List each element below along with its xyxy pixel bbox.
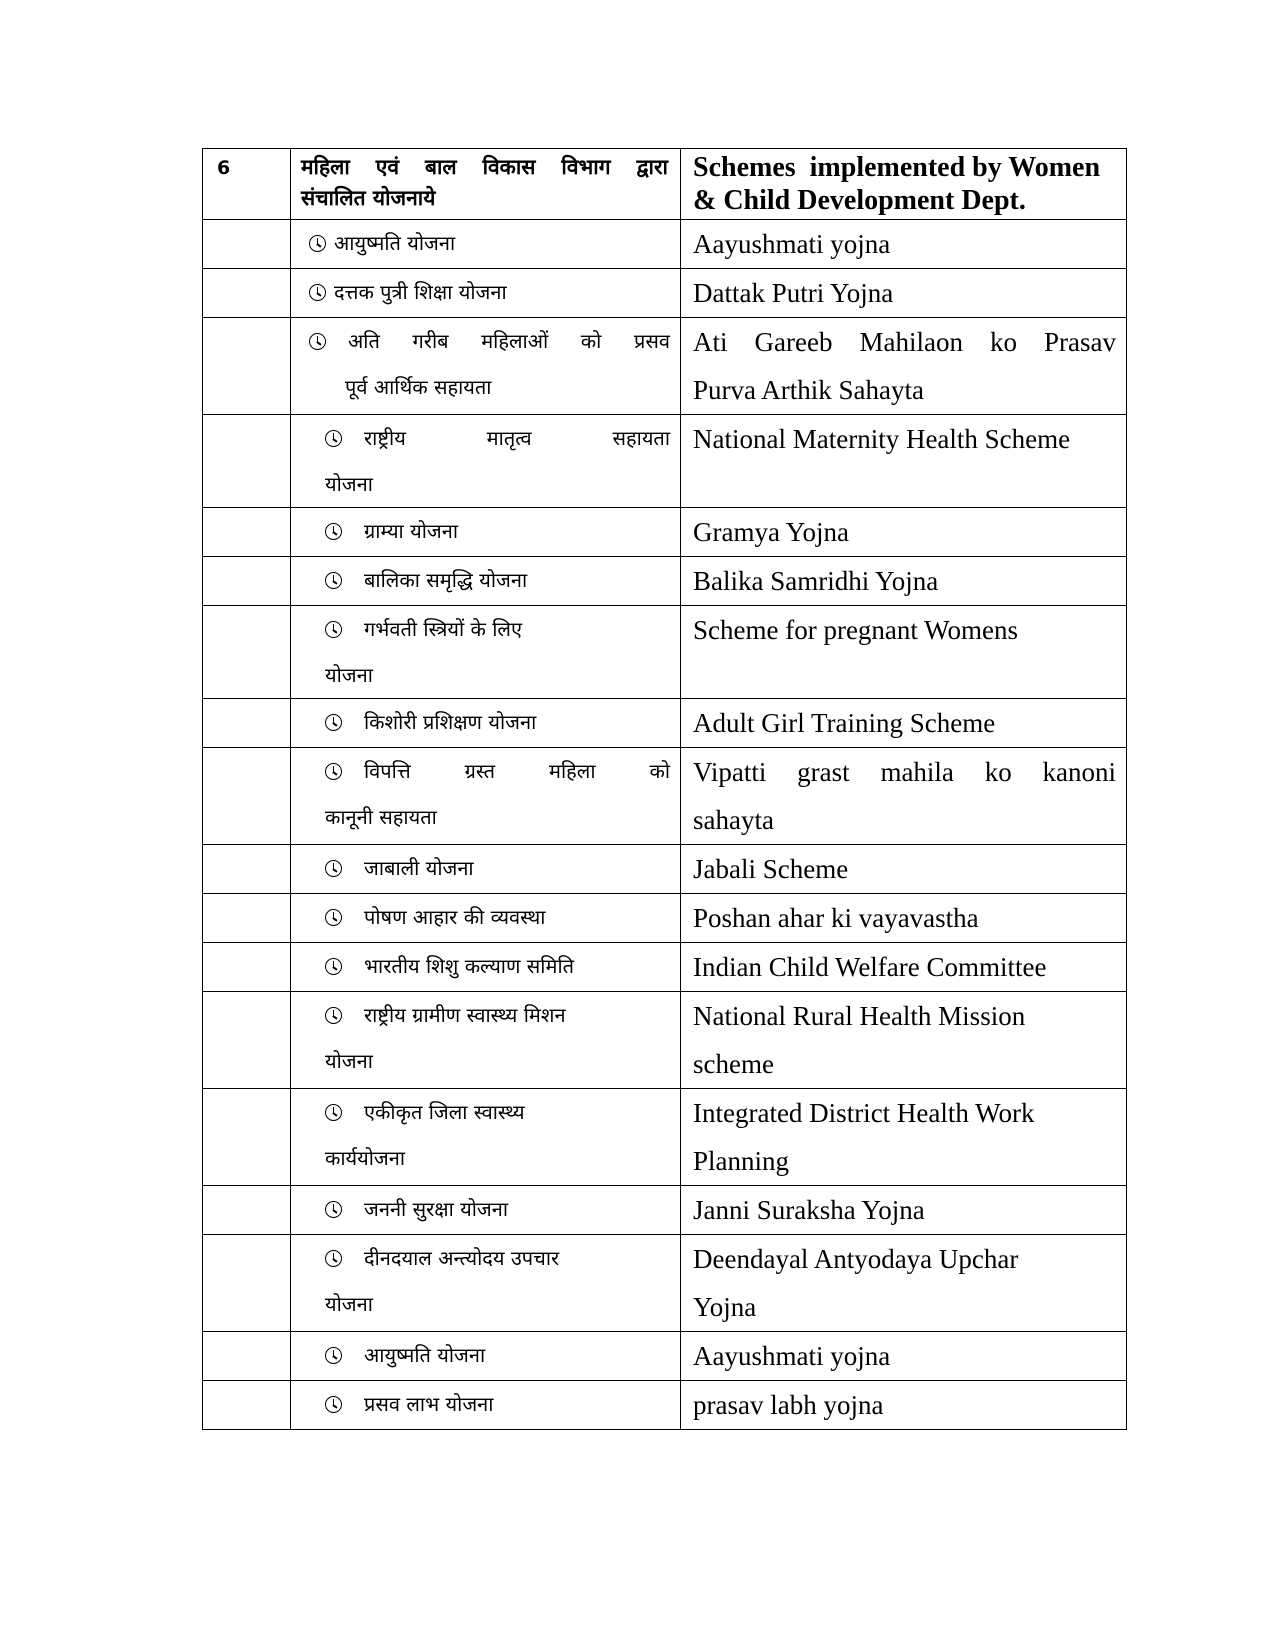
serial-number: 6 [217,157,231,179]
hindi-scheme-name: दीनदयाल अन्त्योदय उपचार [364,1246,560,1270]
english-heading [681,149,1126,219]
hindi-scheme-name-cont: कार्ययोजना [325,1146,406,1170]
serial-cell [203,1235,291,1332]
english-scheme-cell [681,1089,1127,1186]
table-row [203,318,1127,415]
english-scheme-name: Jabali Scheme [693,854,849,884]
serial-cell [203,318,291,415]
serial-cell [203,1089,291,1186]
hindi-scheme-name-cont: योजना [325,1292,373,1316]
english-scheme-name: Balika Samridhi Yojna [693,566,939,596]
english-scheme-cell [681,508,1127,557]
hindi-scheme-name: भारतीय शिशु कल्याण समिति [364,954,575,978]
table-row [203,1089,1127,1186]
table-row [203,943,1127,992]
serial-cell [203,606,291,699]
serial-cell [203,748,291,845]
english-scheme-cell [681,699,1127,748]
hindi-scheme-cell [291,943,681,992]
table-row [203,992,1127,1089]
hindi-scheme-name-cont: कानूनी सहायता [325,805,437,829]
hindi-scheme-cell [291,1235,681,1332]
english-scheme-cell [681,1381,1127,1430]
hindi-scheme-name: अति गरीब महिलाओं को प्रसव [348,329,670,353]
english-scheme-name: Aayushmati yojna [693,1341,891,1371]
table-row [203,748,1127,845]
english-scheme-name-cont: scheme [693,1049,774,1079]
serial-cell [203,557,291,606]
table-row [203,699,1127,748]
table-row [203,220,1127,269]
english-scheme-name: Aayushmati yojna [693,229,891,259]
clock-icon [325,572,342,589]
english-heading-cell [681,149,1127,220]
hindi-heading [291,149,680,214]
hindi-scheme-cell [291,845,681,894]
serial-cell [203,894,291,943]
hindi-scheme-cell [291,748,681,845]
english-scheme-name-cont: Purva Arthik Sahayta [693,375,924,405]
hindi-scheme-name: किशोरी प्रशिक्षण योजना [364,710,537,734]
hindi-scheme-name: बालिका समृद्धि योजना [364,568,528,592]
hindi-scheme-cell [291,1381,681,1430]
serial-cell [203,220,291,269]
hindi-scheme-cell [291,269,681,318]
english-scheme-name: Gramya Yojna [693,517,849,547]
english-scheme-cell [681,894,1127,943]
english-scheme-cell [681,269,1127,318]
clock-icon [325,430,342,447]
clock-icon [325,1347,342,1364]
english-scheme-name-cont: sahayta [693,805,774,835]
hindi-scheme-name: प्रसव लाभ योजना [364,1392,494,1416]
serial-cell [203,845,291,894]
hindi-scheme-cell [291,699,681,748]
english-scheme-name: prasav labh yojna [693,1390,884,1420]
hindi-scheme-cell [291,508,681,557]
table-row [203,606,1127,699]
hindi-scheme-cell [291,1186,681,1235]
hindi-scheme-name: आयुष्मति योजना [334,231,456,255]
table-row [203,508,1127,557]
clock-icon [325,1007,342,1024]
hindi-scheme-cell [291,992,681,1089]
hindi-scheme-name: आयुष्मति योजना [364,1343,486,1367]
clock-icon [325,1201,342,1218]
hindi-scheme-cell [291,557,681,606]
english-scheme-cell [681,992,1127,1089]
hindi-scheme-name: जननी सुरक्षा योजना [364,1197,509,1221]
table-row [203,1381,1127,1430]
schemes-table [202,148,1127,1430]
clock-icon [309,235,326,252]
english-scheme-cell [681,1186,1127,1235]
clock-icon [325,1396,342,1413]
serial-number-cell [203,149,291,220]
hindi-heading-line2: संचालित योजनाये [301,186,436,210]
clock-icon [325,523,342,540]
english-scheme-name: Integrated District Health Work [693,1098,1035,1128]
serial-cell [203,1186,291,1235]
english-scheme-cell [681,606,1127,699]
clock-icon [325,958,342,975]
hindi-scheme-name: जाबाली योजना [364,856,474,880]
hindi-scheme-cell [291,606,681,699]
hindi-scheme-name: ग्राम्या योजना [364,519,458,543]
serial-cell [203,1332,291,1381]
english-scheme-cell [681,845,1127,894]
hindi-scheme-name: गर्भवती स्त्रियों के लिए [364,617,523,641]
clock-icon [325,763,342,780]
serial-cell [203,699,291,748]
hindi-scheme-name: राष्ट्रीय मातृत्व सहायता [364,426,670,450]
hindi-scheme-cell [291,894,681,943]
english-scheme-cell [681,943,1127,992]
table-row [203,1235,1127,1332]
english-scheme-cell [681,415,1127,508]
hindi-scheme-name-cont: योजना [325,472,373,496]
english-scheme-name: Janni Suraksha Yojna [693,1195,925,1225]
clock-icon [309,284,326,301]
hindi-scheme-name: दत्तक पुत्री शिक्षा योजना [334,280,507,304]
english-scheme-name: Deendayal Antyodaya Upchar [693,1244,1019,1274]
english-scheme-name-cont: Yojna [693,1292,757,1322]
english-scheme-name: Ati Gareeb Mahilaon ko Prasav [693,327,1116,357]
table-row [203,894,1127,943]
english-heading-line1: Schemes implemented by Women [693,152,1101,183]
hindi-scheme-name-cont: पूर्व आर्थिक सहायता [345,375,492,399]
serial-cell [203,943,291,992]
clock-icon [325,1250,342,1267]
hindi-scheme-name: एकीकृत जिला स्वास्थ्य [364,1100,525,1124]
serial-cell [203,1381,291,1430]
clock-icon [325,909,342,926]
english-scheme-name-cont: Planning [693,1146,790,1176]
hindi-scheme-name: विपत्ति ग्रस्त महिला को [364,759,670,783]
english-scheme-name: Dattak Putri Yojna [693,278,894,308]
hindi-scheme-cell [291,318,681,415]
english-scheme-name: Indian Child Welfare Committee [693,952,1047,982]
hindi-heading-cell [291,149,681,220]
clock-icon [325,714,342,731]
serial-cell [203,269,291,318]
english-scheme-name: Poshan ahar ki vayavastha [693,903,979,933]
clock-icon [325,621,342,638]
table-row [203,845,1127,894]
english-scheme-name: National Rural Health Mission [693,1001,1026,1031]
serial-cell [203,508,291,557]
clock-icon [309,333,326,350]
table-row [203,557,1127,606]
table-header-row [203,149,1127,220]
table-row [203,269,1127,318]
english-scheme-cell [681,318,1127,415]
hindi-heading-line1: महिला एवं बाल विकास विभाग द्वारा [301,155,668,179]
hindi-scheme-cell [291,1332,681,1381]
table-row [203,1186,1127,1235]
english-scheme-name: National Maternity Health Scheme [693,424,1071,454]
english-scheme-name: Vipatti grast mahila ko kanoni [693,757,1116,787]
english-scheme-cell [681,557,1127,606]
english-scheme-name: Adult Girl Training Scheme [693,708,996,738]
english-scheme-cell [681,1235,1127,1332]
hindi-scheme-cell [291,1089,681,1186]
table-row [203,1332,1127,1381]
english-scheme-cell [681,1332,1127,1381]
hindi-scheme-name-cont: योजना [325,663,373,687]
serial-cell [203,992,291,1089]
clock-icon [325,1104,342,1121]
serial-cell [203,415,291,508]
english-scheme-cell [681,748,1127,845]
hindi-scheme-cell [291,415,681,508]
english-scheme-cell [681,220,1127,269]
hindi-scheme-name-cont: योजना [325,1049,373,1073]
hindi-scheme-cell [291,220,681,269]
table-row [203,415,1127,508]
hindi-scheme-name: राष्ट्रीय ग्रामीण स्वास्थ्य मिशन [364,1003,566,1027]
english-heading-line2: & Child Development Dept. [693,185,1026,216]
clock-icon [325,860,342,877]
english-scheme-name: Scheme for pregnant Womens [693,615,1018,645]
hindi-scheme-name: पोषण आहार की व्यवस्था [364,905,546,929]
